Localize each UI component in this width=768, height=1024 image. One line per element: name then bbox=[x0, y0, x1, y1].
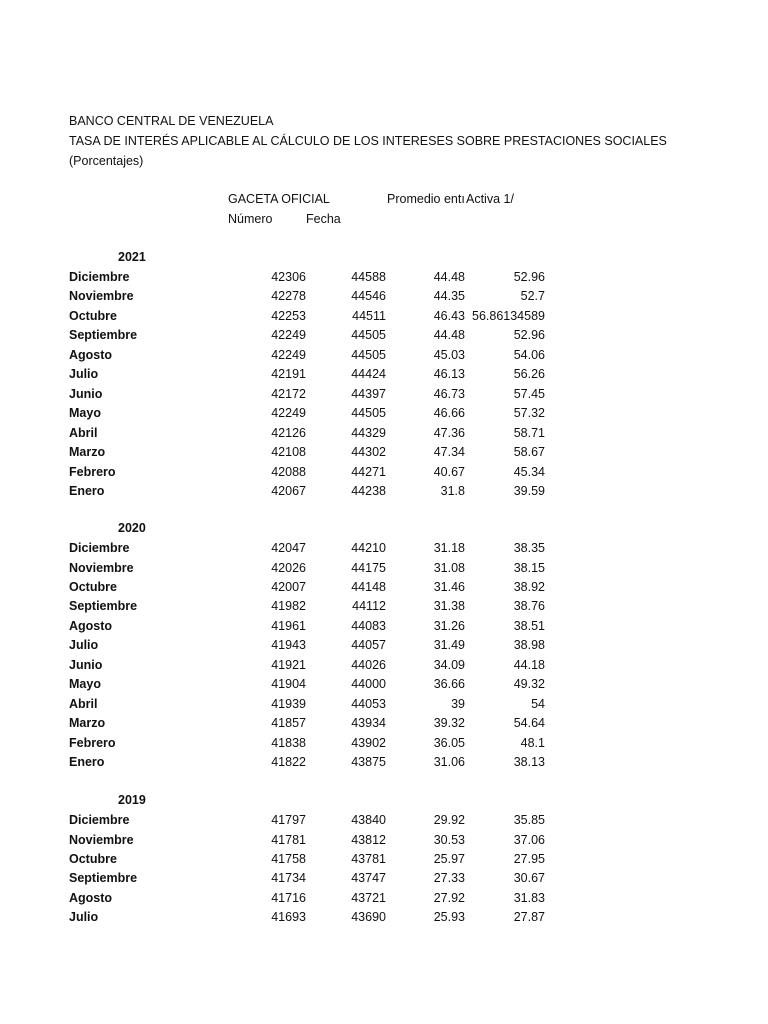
gaceta-number: 41943 bbox=[271, 638, 306, 653]
promedio-rate: 31.38 bbox=[433, 599, 465, 614]
promedio-rate: 31.18 bbox=[433, 541, 465, 555]
month-label: Noviembre bbox=[69, 289, 134, 304]
month-label: Enero bbox=[69, 755, 105, 769]
month-label: Junio bbox=[69, 657, 103, 672]
gaceta-date: 44271 bbox=[351, 464, 386, 479]
gaceta-date: 44329 bbox=[351, 425, 386, 440]
promedio-rate: 46.73 bbox=[433, 386, 465, 401]
gaceta-date: 44148 bbox=[351, 579, 386, 594]
gaceta-number: 42253 bbox=[271, 308, 306, 323]
activa-rate: 58.67 bbox=[513, 445, 545, 459]
month-label: Noviembre bbox=[69, 832, 134, 847]
gaceta-date: 43812 bbox=[351, 832, 386, 847]
activa-rate: 44.18 bbox=[513, 657, 545, 672]
activa-rate: 52.96 bbox=[513, 328, 545, 343]
gaceta-date: 44000 bbox=[351, 677, 386, 692]
gaceta-number: 41734 bbox=[271, 871, 306, 886]
activa-rate: 38.76 bbox=[513, 599, 545, 614]
promedio-rate: 29.92 bbox=[433, 813, 465, 827]
promedio-rate: 31.49 bbox=[433, 638, 465, 653]
month-label: Enero bbox=[69, 483, 105, 498]
gaceta-date: 44505 bbox=[351, 328, 386, 343]
activa-rate: 58.71 bbox=[513, 425, 545, 440]
gaceta-number: 41982 bbox=[271, 599, 306, 614]
month-label: Mayo bbox=[69, 677, 101, 692]
activa-rate: 38.35 bbox=[513, 541, 545, 555]
activa-rate: 54 bbox=[531, 696, 545, 711]
promedio-rate: 47.34 bbox=[433, 445, 465, 459]
gaceta-date: 44083 bbox=[351, 618, 386, 633]
gaceta-number: 42067 bbox=[271, 483, 306, 498]
gaceta-number: 41921 bbox=[271, 657, 306, 672]
promedio-rate: 31.26 bbox=[433, 618, 465, 633]
month-label: Julio bbox=[69, 638, 99, 653]
month-label: Octubre bbox=[69, 308, 117, 323]
month-label: Septiembre bbox=[69, 599, 138, 614]
activa-rate: 38.13 bbox=[513, 755, 545, 769]
gaceta-date: 44057 bbox=[351, 638, 386, 653]
promedio-rate: 46.13 bbox=[433, 367, 465, 382]
year-heading: 2019 bbox=[118, 793, 146, 807]
promedio-rate: 36.05 bbox=[433, 735, 465, 750]
promedio-rate: 31.08 bbox=[433, 560, 465, 575]
activa-rate: 54.64 bbox=[513, 716, 545, 730]
column-header-numero: Número bbox=[228, 212, 273, 226]
activa-rate: 38.51 bbox=[513, 618, 545, 633]
gaceta-date: 43781 bbox=[351, 851, 386, 866]
month-label: Febrero bbox=[69, 735, 116, 750]
promedio-rate: 44.48 bbox=[433, 270, 465, 284]
gaceta-number: 41904 bbox=[271, 677, 306, 692]
year-heading: 2020 bbox=[118, 521, 146, 535]
month-label: Noviembre bbox=[69, 560, 134, 575]
gaceta-number: 42126 bbox=[271, 425, 306, 440]
month-label: Diciembre bbox=[69, 813, 130, 827]
gaceta-number: 41961 bbox=[271, 618, 306, 633]
activa-rate: 49.32 bbox=[513, 677, 545, 692]
header-bank-name: BANCO CENTRAL DE VENEZUELA bbox=[69, 114, 274, 128]
gaceta-number: 42088 bbox=[271, 464, 306, 479]
month-label: Octubre bbox=[69, 851, 117, 866]
gaceta-number: 42191 bbox=[271, 367, 306, 382]
activa-rate: 54.06 bbox=[513, 347, 545, 362]
promedio-rate: 31.06 bbox=[433, 755, 465, 769]
gaceta-number: 41857 bbox=[271, 716, 306, 730]
column-header-promedio: Promedio entı bbox=[387, 192, 465, 206]
gaceta-number: 41797 bbox=[271, 813, 306, 827]
gaceta-date: 43875 bbox=[351, 755, 386, 769]
promedio-rate: 27.33 bbox=[433, 871, 465, 886]
month-label: Octubre bbox=[69, 579, 117, 594]
month-label: Mayo bbox=[69, 406, 101, 421]
gaceta-number: 42108 bbox=[271, 445, 306, 459]
activa-rate: 27.87 bbox=[513, 910, 545, 925]
month-label: Agosto bbox=[69, 347, 113, 362]
promedio-rate: 31.46 bbox=[433, 579, 465, 594]
activa-rate: 27.95 bbox=[513, 851, 545, 866]
gaceta-date: 44053 bbox=[351, 696, 386, 711]
gaceta-number: 42249 bbox=[271, 347, 306, 362]
column-header-gaceta: GACETA OFICIAL bbox=[228, 192, 330, 206]
gaceta-date: 43902 bbox=[351, 735, 386, 750]
gaceta-number: 41693 bbox=[271, 910, 306, 925]
activa-rate: 37.06 bbox=[513, 832, 545, 847]
month-label: Julio bbox=[69, 910, 99, 925]
month-label: Julio bbox=[69, 367, 99, 382]
gaceta-date: 44424 bbox=[351, 367, 386, 382]
gaceta-date: 44505 bbox=[351, 406, 386, 421]
gaceta-date: 44505 bbox=[351, 347, 386, 362]
gaceta-number: 42306 bbox=[271, 270, 306, 284]
promedio-rate: 47.36 bbox=[433, 425, 465, 440]
month-label: Agosto bbox=[69, 890, 113, 905]
promedio-rate: 27.92 bbox=[433, 890, 465, 905]
promedio-rate: 30.53 bbox=[433, 832, 465, 847]
gaceta-number: 42047 bbox=[271, 541, 306, 555]
gaceta-date: 44511 bbox=[352, 308, 386, 323]
month-label: Marzo bbox=[69, 445, 106, 459]
gaceta-date: 44546 bbox=[351, 289, 386, 304]
gaceta-number: 42249 bbox=[271, 328, 306, 343]
gaceta-number: 42278 bbox=[271, 289, 306, 304]
promedio-rate: 44.35 bbox=[433, 289, 465, 304]
promedio-rate: 44.48 bbox=[433, 328, 465, 343]
promedio-rate: 25.97 bbox=[433, 851, 465, 866]
month-label: Febrero bbox=[69, 464, 116, 479]
gaceta-date: 43690 bbox=[351, 910, 386, 925]
gaceta-date: 44302 bbox=[351, 445, 386, 459]
activa-rate: 38.98 bbox=[513, 638, 545, 653]
month-label: Diciembre bbox=[69, 541, 130, 555]
gaceta-date: 44210 bbox=[351, 541, 386, 555]
gaceta-date: 44588 bbox=[351, 270, 386, 284]
gaceta-date: 44397 bbox=[351, 386, 386, 401]
gaceta-date: 44112 bbox=[352, 599, 386, 614]
activa-rate: 56.86134589 bbox=[472, 308, 545, 323]
promedio-rate: 36.66 bbox=[433, 677, 465, 692]
promedio-rate: 31.8 bbox=[440, 483, 465, 498]
activa-rate: 31.83 bbox=[513, 890, 545, 905]
gaceta-date: 43840 bbox=[351, 813, 386, 827]
promedio-rate: 46.43 bbox=[433, 308, 465, 323]
column-header-activa: Activa 1/ bbox=[466, 192, 514, 206]
month-label: Septiembre bbox=[69, 328, 138, 343]
column-header-fecha: Fecha bbox=[306, 212, 341, 226]
gaceta-number: 41822 bbox=[271, 755, 306, 769]
month-label: Septiembre bbox=[69, 871, 138, 886]
header-units: (Porcentajes) bbox=[69, 154, 144, 168]
month-label: Abril bbox=[69, 696, 98, 711]
promedio-rate: 34.09 bbox=[433, 657, 465, 672]
year-heading: 2021 bbox=[118, 250, 146, 264]
activa-rate: 35.85 bbox=[513, 813, 545, 827]
promedio-rate: 39.32 bbox=[433, 716, 465, 730]
activa-rate: 52.7 bbox=[520, 289, 545, 304]
activa-rate: 38.15 bbox=[513, 560, 545, 575]
month-label: Abril bbox=[69, 425, 98, 440]
gaceta-number: 41838 bbox=[271, 735, 306, 750]
activa-rate: 57.45 bbox=[513, 386, 545, 401]
activa-rate: 52.96 bbox=[513, 270, 545, 284]
promedio-rate: 40.67 bbox=[433, 464, 465, 479]
gaceta-date: 43721 bbox=[351, 890, 386, 905]
gaceta-number: 42026 bbox=[271, 560, 306, 575]
month-label: Agosto bbox=[69, 618, 113, 633]
promedio-rate: 45.03 bbox=[433, 347, 465, 362]
activa-rate: 48.1 bbox=[520, 735, 545, 750]
promedio-rate: 46.66 bbox=[433, 406, 465, 421]
month-label: Junio bbox=[69, 386, 103, 401]
activa-rate: 39.59 bbox=[513, 483, 545, 498]
activa-rate: 30.67 bbox=[513, 871, 545, 886]
gaceta-number: 42007 bbox=[271, 579, 306, 594]
gaceta-date: 44026 bbox=[351, 657, 386, 672]
gaceta-date: 44238 bbox=[351, 483, 386, 498]
month-label: Diciembre bbox=[69, 270, 130, 284]
activa-rate: 45.34 bbox=[513, 464, 545, 479]
gaceta-date: 43934 bbox=[351, 716, 386, 730]
promedio-rate: 39 bbox=[451, 696, 465, 711]
gaceta-number: 41781 bbox=[271, 832, 306, 847]
activa-rate: 57.32 bbox=[513, 406, 545, 421]
gaceta-number: 41939 bbox=[271, 696, 306, 711]
gaceta-date: 43747 bbox=[351, 871, 386, 886]
gaceta-number: 41716 bbox=[271, 890, 306, 905]
gaceta-number: 42172 bbox=[271, 386, 306, 401]
header-table-title: TASA DE INTERÉS APLICABLE AL CÁLCULO DE LOS INTERESES SOBRE PRESTACIONES SOCIALES bbox=[69, 134, 667, 148]
month-label: Marzo bbox=[69, 716, 106, 730]
gaceta-number: 42249 bbox=[271, 406, 306, 421]
activa-rate: 38.92 bbox=[513, 579, 545, 594]
promedio-rate: 25.93 bbox=[433, 910, 465, 925]
gaceta-number: 41758 bbox=[271, 851, 306, 866]
activa-rate: 56.26 bbox=[513, 367, 545, 382]
gaceta-date: 44175 bbox=[351, 560, 386, 575]
